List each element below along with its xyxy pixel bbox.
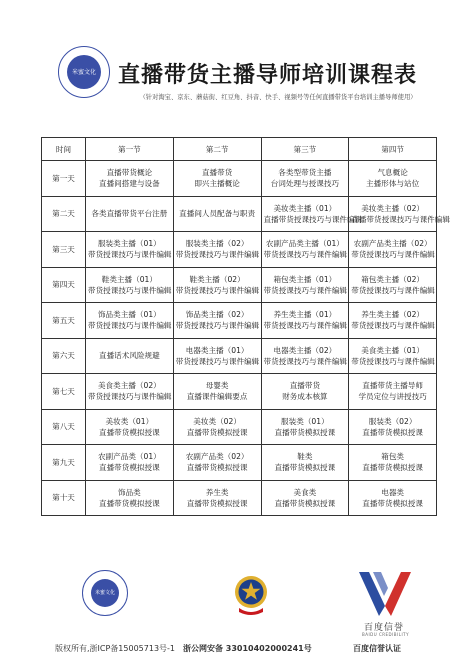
day-cell: 第八天: [42, 409, 86, 445]
course-detail: 财务成本核算: [282, 392, 328, 402]
course-detail: 带货授课技巧与课件编辑: [175, 285, 260, 295]
table-row: [42, 338, 437, 374]
header-session-3: 第三节: [261, 138, 349, 161]
table-row: [42, 232, 437, 268]
course-cell: [86, 374, 174, 410]
baidu-credibility-logo-icon: [355, 564, 415, 620]
baidu-certification-text: 百度信誉认证: [353, 644, 401, 653]
course-title: 美食类: [293, 487, 317, 497]
course-cell: [261, 232, 349, 268]
course-detail: 直播带货模拟授课: [274, 463, 336, 473]
course-title: 服装类主播（02）: [185, 239, 249, 249]
course-cell: [349, 196, 450, 232]
course-title: 电器类主播（02）: [273, 345, 337, 355]
course-title: 养生类: [205, 487, 229, 497]
course-title: 养生类主播（01）: [273, 310, 337, 320]
course-cell: [349, 303, 437, 339]
course-title: 直播带货主播导师: [362, 381, 423, 391]
course-title: 美妆类（02）: [193, 416, 241, 426]
day-cell: 第十天: [42, 480, 86, 516]
course-detail: 直播带货授课技巧与课件编辑: [351, 214, 450, 224]
course-title: 农副产品类（01）: [97, 452, 161, 462]
course-title: 农副产品类主播（02）: [353, 239, 432, 249]
day-cell: 第五天: [42, 303, 86, 339]
course-detail: 学员定位与讲授技巧: [358, 392, 427, 402]
table-row: [42, 374, 437, 410]
course-cell: [86, 303, 174, 339]
copyright-text: 版权所有,浙ICP备15005713号-1: [55, 644, 176, 653]
table-body: [42, 161, 450, 516]
course-title: 各类型带货主播: [278, 168, 332, 178]
course-cell: [261, 409, 349, 445]
course-detail: 带货授课技巧与课件编辑: [88, 250, 172, 260]
course-title: 直播带货: [201, 168, 233, 178]
course-cell: [349, 480, 437, 516]
course-detail: 带货授课技巧与课件编辑: [263, 321, 348, 331]
course-detail: 直播带货模拟授课: [362, 463, 423, 473]
course-cell: [349, 409, 437, 445]
course-detail: 直播带货模拟授课: [99, 427, 160, 437]
course-cell: [86, 232, 174, 268]
day-cell: 第四天: [42, 267, 86, 303]
course-title: 鞋类主播（02）: [189, 274, 245, 284]
course-detail: 带货授课技巧与课件编辑: [175, 250, 260, 260]
course-cell: [173, 480, 261, 516]
course-detail: 台词处理与授课技巧: [270, 179, 340, 189]
day-cell: 第九天: [42, 445, 86, 481]
course-detail: 直播带货模拟授课: [274, 427, 336, 437]
course-cell: [173, 445, 261, 481]
course-title: 箱包类主播（01）: [273, 274, 337, 284]
course-title: 电器类主播（01）: [185, 345, 249, 355]
police-record-text: 浙公网安备 33010402000241号: [183, 644, 312, 653]
course-schedule-table: [41, 137, 450, 516]
day-cell: 第六天: [42, 338, 86, 374]
page-footer: [0, 560, 474, 671]
course-cell: [86, 338, 174, 374]
course-title: 鞋类主播（01）: [101, 274, 157, 284]
course-detail: 带货授课技巧与课件编辑: [88, 392, 172, 402]
course-cell: [86, 480, 174, 516]
course-cell: [86, 445, 174, 481]
course-cell: [86, 196, 174, 232]
course-cell: [261, 303, 349, 339]
course-detail: 直播带货模拟授课: [274, 498, 336, 508]
course-detail: 直播带货模拟授课: [99, 463, 160, 473]
course-detail: 带货授课技巧与课件编辑: [88, 285, 172, 295]
course-title: 母婴类: [205, 381, 229, 391]
header-session-1: 第一节: [86, 138, 174, 161]
course-title: 饰品类: [117, 487, 141, 497]
course-cell: [261, 196, 363, 232]
course-title: 直播间人员配备与职责: [179, 209, 256, 219]
course-cell: [349, 161, 437, 197]
course-cell: [173, 409, 261, 445]
course-cell: [349, 267, 437, 303]
course-title: 各类直播带货平台注册: [91, 209, 168, 219]
course-detail: 带货授课技巧与课件编辑: [175, 356, 260, 366]
table-row: [42, 409, 437, 445]
course-title: 服装类（01）: [281, 416, 329, 426]
course-cell: [173, 232, 261, 268]
course-detail: 带货授课技巧与课件编辑: [263, 285, 348, 295]
course-title: 箱包类主播（02）: [361, 274, 425, 284]
course-detail: 直播带货模拟授课: [186, 463, 248, 473]
table-row: [42, 480, 437, 516]
course-title: 饰品类主播（01）: [97, 310, 161, 320]
course-cell: [173, 161, 261, 197]
course-detail: 主播形体与站位: [366, 179, 420, 189]
course-detail: 直播带货模拟授课: [186, 498, 248, 508]
course-detail: 即兴主播概论: [194, 179, 240, 189]
day-cell: 第七天: [42, 374, 86, 410]
course-title: 电器类: [381, 487, 405, 497]
course-title: 农副产品类主播（01）: [265, 239, 344, 249]
course-cell: [261, 480, 349, 516]
course-detail: 直播带货模拟授课: [362, 427, 423, 437]
course-detail: 直播带货授课技巧与课件编辑: [263, 214, 363, 224]
course-detail: 带货授课技巧与课件编辑: [351, 285, 435, 295]
course-detail: 直播带货模拟授课: [186, 427, 248, 437]
course-title: 气息概论: [377, 168, 408, 178]
page-title: 直播带货主播导师培训课程表: [118, 62, 418, 88]
course-cell: [173, 374, 261, 410]
course-detail: 直播带货模拟授课: [362, 498, 423, 508]
course-cell: [173, 338, 261, 374]
course-cell: [261, 445, 349, 481]
brand-logo-text: 米蜜文化: [67, 55, 101, 89]
header-session-4: 第四节: [349, 138, 437, 161]
course-cell: [261, 338, 349, 374]
police-emblem-icon: [233, 572, 269, 616]
course-cell: [261, 161, 349, 197]
course-cell: [173, 196, 261, 232]
course-title: 美食类主播（02）: [97, 381, 161, 391]
course-title: 饰品类主播（02）: [185, 310, 249, 320]
course-cell: [173, 303, 261, 339]
course-title: 箱包类: [381, 452, 405, 462]
brand-logo: [58, 46, 110, 98]
course-detail: 带货授课技巧与课件编辑: [351, 356, 435, 366]
day-cell: 第二天: [42, 196, 86, 232]
course-title: 美妆类主播（01）: [273, 203, 337, 213]
day-cell: 第三天: [42, 232, 86, 268]
course-title: 鞋类: [297, 452, 313, 462]
course-title: 美妆类（01）: [105, 416, 154, 426]
course-title: 直播带货: [289, 381, 321, 391]
course-detail: 带货授课技巧与课件编辑: [88, 321, 172, 331]
course-detail: 直播课件编辑要点: [186, 392, 248, 402]
course-detail: 带货授课技巧与课件编辑: [175, 321, 260, 331]
header-time: 时间: [42, 138, 86, 161]
table-row: [42, 196, 437, 232]
course-detail: 带货授课技巧与课件编辑: [263, 250, 348, 260]
course-detail: 直播间搭建与设备: [99, 179, 160, 189]
table-header-row: [42, 138, 437, 161]
footer-brand-logo-text: 米蜜文化: [91, 579, 119, 607]
course-cell: [349, 232, 437, 268]
course-title: 服装类（02）: [368, 416, 417, 426]
table-row: [42, 161, 437, 197]
course-title: 养生类主播（02）: [361, 310, 425, 320]
table-row: [42, 267, 437, 303]
course-detail: 带货授课技巧与课件编辑: [263, 356, 348, 366]
table-row: [42, 445, 437, 481]
baidu-credibility-en: BAIDU CREDIBILITY: [362, 632, 410, 637]
day-cell: 第一天: [42, 161, 86, 197]
course-cell: [86, 409, 174, 445]
course-cell: [261, 267, 349, 303]
course-detail: 带货授课技巧与课件编辑: [351, 250, 435, 260]
page-subtitle: （针对淘宝、京东、蘑菇街、红豆角、抖音、快手、视频号等任何直播带货平台培训主播导师使用）: [139, 94, 417, 101]
course-cell: [173, 267, 261, 303]
course-title: 直播话术风险规避: [99, 351, 160, 361]
page-header: [0, 0, 474, 132]
course-cell: [86, 267, 174, 303]
course-cell: [261, 374, 349, 410]
course-cell: [349, 338, 437, 374]
course-cell: [349, 445, 437, 481]
course-detail: 带货授课技巧与课件编辑: [351, 321, 435, 331]
course-title: 直播带货概论: [106, 168, 153, 178]
course-title: 服装类主播（01）: [97, 239, 161, 249]
footer-brand-logo: [82, 570, 128, 616]
course-title: 美食类主播（01）: [361, 345, 425, 355]
baidu-credibility-cn: 百度信誉: [364, 623, 405, 633]
course-detail: 直播带货模拟授课: [99, 498, 160, 508]
course-title: 农副产品类（02）: [185, 452, 249, 462]
course-cell: [349, 374, 437, 410]
table-row: [42, 303, 437, 339]
course-cell: [86, 161, 174, 197]
header-session-2: 第二节: [173, 138, 261, 161]
course-title: 美妆类主播（02）: [361, 203, 425, 213]
